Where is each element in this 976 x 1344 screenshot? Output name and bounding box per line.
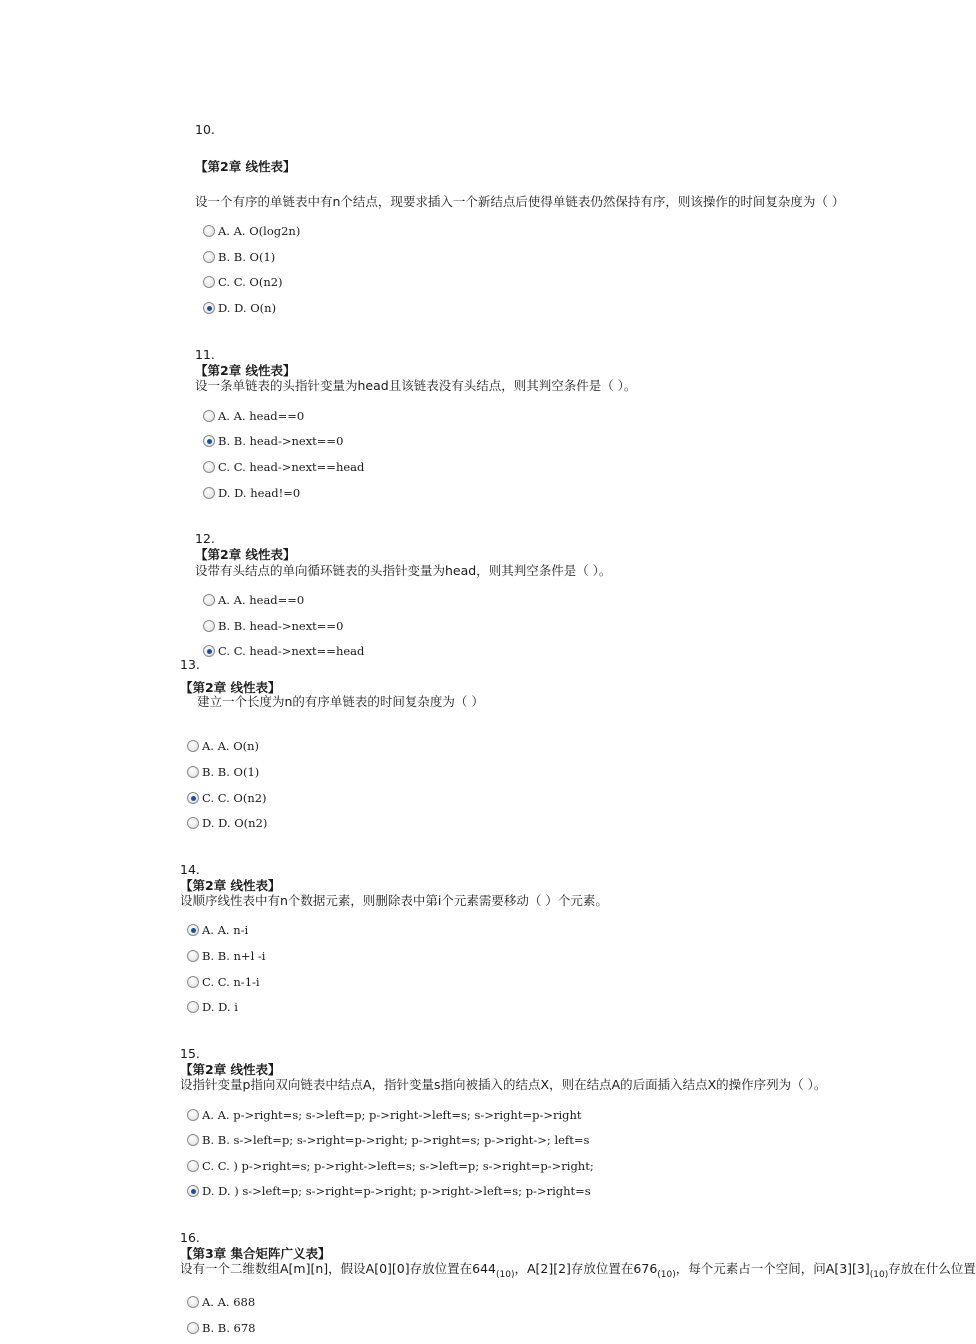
radio-button[interactable]	[203, 302, 215, 314]
option-a[interactable]: A. A. p->right=s; s->left=p; p->right->left=s; s->right=p->right	[187, 1107, 582, 1123]
radio-button[interactable]	[187, 950, 199, 962]
option-b[interactable]: B. B. O(1)	[187, 764, 259, 780]
radio-button[interactable]	[203, 435, 215, 447]
option-b[interactable]: B. B. head->next==0	[203, 618, 343, 634]
option-a[interactable]: A. A. 688	[187, 1294, 255, 1310]
radio-button[interactable]	[187, 1109, 199, 1121]
radio-button[interactable]	[187, 1160, 199, 1172]
option-b[interactable]: B. B. n+l -i	[187, 948, 265, 964]
radio-button[interactable]	[187, 1134, 199, 1146]
option-c[interactable]: C. C. head->next==head	[203, 643, 364, 659]
option-d[interactable]: D. D. head!=0	[203, 485, 300, 501]
option-b[interactable]: B. B. s->left=p; s->right=p->right; p->right=s; p->right->; left=s	[187, 1132, 589, 1148]
question-stem: 设一条单链表的头指针变量为head且该链表没有头结点，则其判空条件是（ ）。	[195, 378, 637, 393]
radio-button[interactable]	[203, 251, 215, 263]
option-a[interactable]: A. A. head==0	[203, 592, 304, 608]
question-number: 15.	[180, 1046, 200, 1061]
option-c[interactable]: C. C. ) p->right=s; p->right->left=s; s->left=p; s->right=p->right;	[187, 1158, 594, 1174]
radio-button[interactable]	[187, 976, 199, 988]
radio-button[interactable]	[187, 1322, 199, 1334]
radio-button[interactable]	[187, 1296, 199, 1308]
option-c[interactable]: C. C. n-1-i	[187, 974, 260, 990]
chapter-label: 【第2章 线性表】	[195, 159, 296, 174]
question-stem: 建立一个长度为n的有序单链表的时间复杂度为（ ）	[197, 694, 484, 709]
question-number: 16.	[180, 1230, 200, 1245]
question-number: 11.	[195, 347, 215, 362]
question-stem: 设一个有序的单链表中有n个结点，现要求插入一个新结点后使得单链表仍然保持有序，则该操作的时间复杂度为（ ）	[195, 194, 845, 209]
option-a[interactable]: A. A. O(log2n)	[203, 223, 300, 239]
option-a[interactable]: A. A. n-i	[187, 922, 248, 938]
question-stem: 设有一个二维数组A[m][n]，假设A[0][0]存放位置在$644_{(10)}$，A[2][2]存放位置在$676_{(10)}$，每个元素占一个空间，问$A[3][3]_{(10)}$存放在什么位置	[180, 1261, 976, 1280]
option-b[interactable]: B. B. head->next==0	[203, 433, 343, 449]
option-d[interactable]: D. D. i	[187, 999, 238, 1015]
chapter-label: 【第3章 集合矩阵广义表】	[180, 1246, 331, 1261]
option-b[interactable]: B. B. 678	[187, 1320, 255, 1336]
question-stem: 设顺序线性表中有n个数据元素，则删除表中第i个元素需要移动（ ）个元素。	[180, 893, 608, 908]
radio-button[interactable]	[187, 924, 199, 936]
question-stem: 设指针变量p指向双向链表中结点A，指针变量s指向被插入的结点X，则在结点A的后面插入结点X的操作序列为（ ）。	[180, 1077, 827, 1092]
option-a[interactable]: A. A. head==0	[203, 408, 304, 424]
option-c[interactable]: C. C. O(n2)	[187, 790, 267, 806]
question-number-clipped	[180, 657, 220, 673]
radio-button[interactable]	[203, 594, 215, 606]
radio-button[interactable]	[187, 792, 199, 804]
radio-button[interactable]	[187, 766, 199, 778]
option-c[interactable]: C. C. head->next==head	[203, 459, 364, 475]
question-stem: 设带有头结点的单向循环链表的头指针变量为head，则其判空条件是（ ）。	[195, 563, 612, 578]
radio-button[interactable]	[187, 817, 199, 829]
chapter-label: 【第2章 线性表】	[195, 547, 296, 562]
option-b[interactable]: B. B. O(1)	[203, 249, 275, 265]
chapter-label: 【第2章 线性表】	[180, 878, 281, 893]
option-d[interactable]: D. D. O(n)	[203, 300, 276, 316]
radio-button[interactable]	[203, 410, 215, 422]
question-number: 12.	[195, 531, 215, 546]
option-d[interactable]: D. D. ) s->left=p; s->right=p->right; p->right->left=s; p->right=s	[187, 1183, 591, 1199]
radio-button[interactable]	[203, 645, 215, 657]
option-a[interactable]: A. A. O(n)	[187, 738, 259, 754]
chapter-label: 【第2章 线性表】	[180, 1062, 281, 1077]
radio-button[interactable]	[203, 225, 215, 237]
option-c[interactable]: C. C. O(n2)	[203, 274, 283, 290]
chapter-label: 【第2章 线性表】	[195, 363, 296, 378]
radio-button[interactable]	[203, 620, 215, 632]
radio-button[interactable]	[203, 276, 215, 288]
question-number: 14.	[180, 862, 200, 877]
radio-button[interactable]	[187, 1185, 199, 1197]
question-number: 13.	[180, 657, 200, 672]
radio-button[interactable]	[187, 1001, 199, 1013]
chapter-label: 【第2章 线性表】	[180, 680, 281, 695]
option-d[interactable]: D. D. O(n2)	[187, 815, 267, 831]
radio-button[interactable]	[203, 461, 215, 473]
question-number: 10.	[195, 122, 215, 137]
radio-button[interactable]	[187, 740, 199, 752]
radio-button[interactable]	[203, 487, 215, 499]
